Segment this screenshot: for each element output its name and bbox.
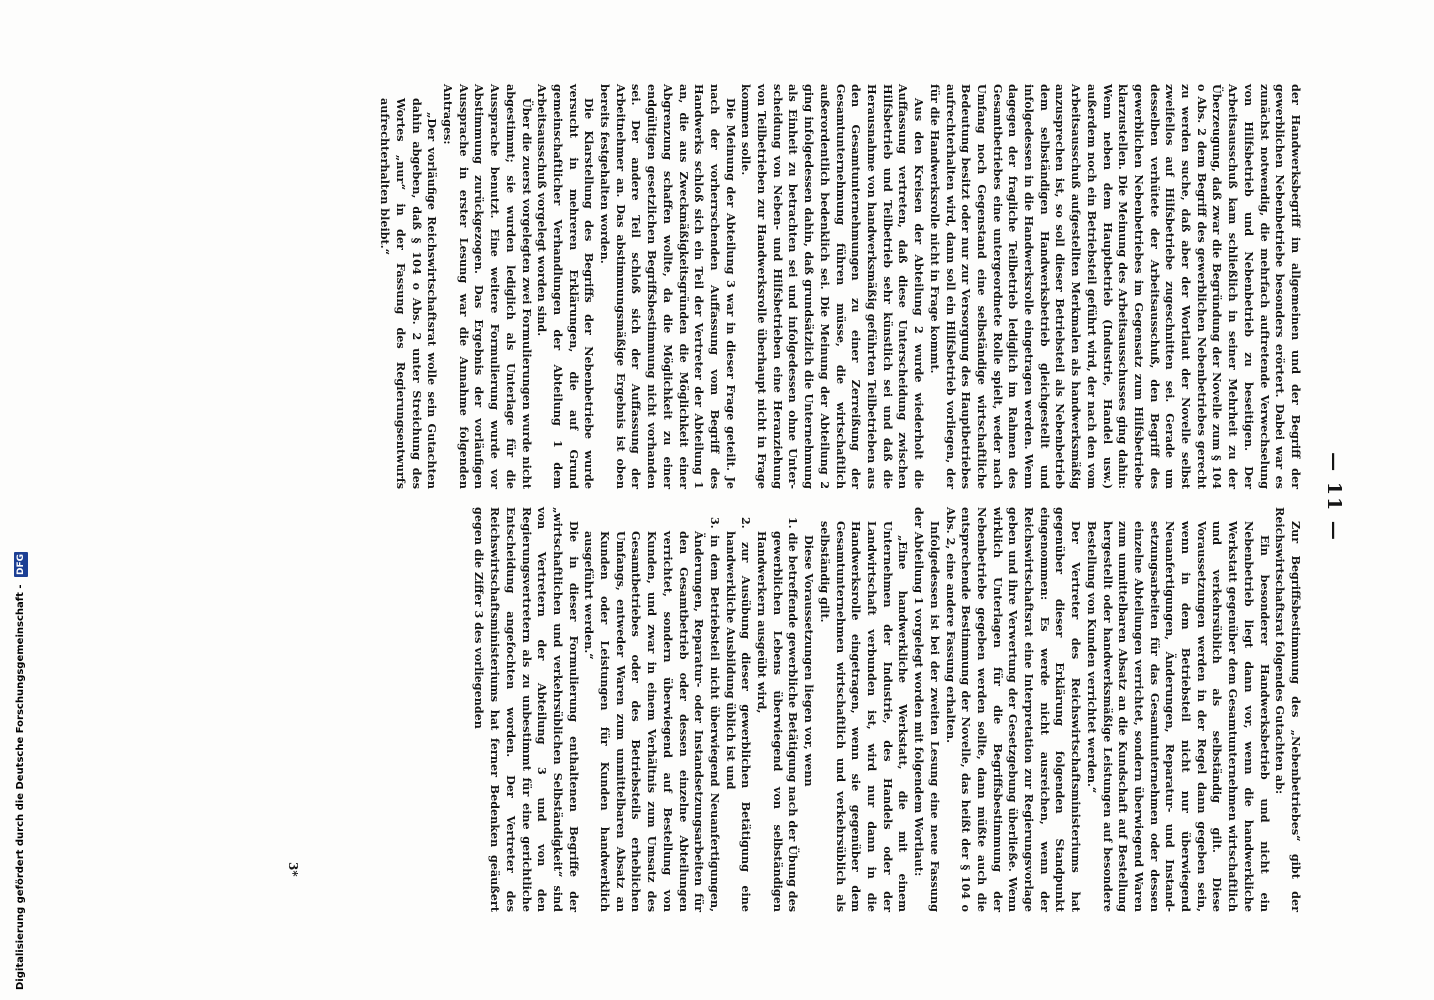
paragraph: Aus den Kreisen der Abteilung 2 wurde wiederholt die Auffassung vertreten, daß diese Unterscheidung zwischen Hilfsbetrieb und Teilbetrieb sehr künstlich sei und daß die Herausnahme von handwerksmäßig geführten Teilbetrieben aus den Gesamtunternehmungen zu einer Zerreißung der Gesamtunternehmung führen müsse, die wirtschaftlich außerordentlich bedenklich sei. Die Meinung der Abteilung 2 ging infolgedessen dahin, daß grundsätzlich die Unternehmung als Einheit zu betrachten sei und infolgedessen ohne Unterscheidung von Neben- und Hilfsbetrieben eine Heranziehung von Teilbetrieben zur Handwerksrolle überhaupt nicht in Frage kommen solle. — [739, 84, 927, 489]
sidebar-credit — [0, 0, 26, 1000]
list-item: 1. die betreffende gewerbliche Betätigung nach der Übung des gewerblichen Lebens überwiegend von selbständigen Handwerkern ausgeübt wird, — [755, 517, 801, 912]
list-item: 3. in dem Betriebsteil nicht überwiegend Neuanfertigungen, Änderungen, Reparatur- oder Instandsetzungsarbeiten für den Gesamtbetrieb oder dessen einzelne Abteilungen verrichtet, sondern überwiegend auf Bestellung von Kunden, und zwar in einem Verhältnis zum Umsatz des Gesamtbetriebes oder des Betriebsteils erheblichen Umfangs, entweder Waren zum unmittelbaren Absatz an Kunden oder Leistungen für Kunden handwerklich ausgeführt werden.“ — [582, 517, 722, 912]
paragraph: Infolgedessen ist bei der zweiten Lesung eine neue Fassung der Abteilung 1 vorgelegt worden mit folgendem Wortlaut: — [912, 507, 942, 912]
paragraph: Die Meinung der Abteilung 3 war in dieser Frage geteilt. Je nach der vorherrschenden Auffassung vom Begriff des Handwerks schloß sich ein Teil der Vertreter der Abteilung 1 an, die aus Zweckmäßigkeitsgründen die Möglichkeit einer Abgrenzung schaffen wollte, da die Möglichkeit zu einer endgültigen gesetzlichen Begriffsbestimmung nicht vorhanden sei. Der andere Teil schloß sich der Auffassung der Arbeitnehmer an. Das abstimmungsmäßige Ergebnis ist oben bereits festgehalten worden. — [598, 84, 738, 489]
paragraph: Diese Voraussetzungen liegen vor, wenn — [802, 535, 817, 787]
paragraph: Die Klarstellung des Begriffs der Nebenbetriebe wurde versucht in mehreren Erklärungen, die auf Grund gemeinschaftlicher Verhandlungen der Abteilung 1 dem Arbeitsausschuß vorgelegt worden sind. — [535, 84, 597, 489]
paragraph: der Handwerksbegriff im allgemeinen und der Begriff der gewerblichen Nebenbetriebe besonders erörtert. Dabei war es zunächst notwendig, die mehrfach auftretende Verwechselung von Hilfsbetrieb und Nebenbetrieb zu beseitigen. Der Arbeitsausschuß kam schließlich in seiner Mehrheit zu der Überzeugung, daß zwar die Begründung der Novelle zum § 104 o Abs. 2 dem Begriff des gewerblichen Nebenbetriebes gerecht zu werden suche, daß aber der Wortlaut der Novelle selbst zweifellos auf Hilfsbetriebe zugeschnitten sei. Gerade um desselben verhütete der Arbeitsausschuß, den Begriff des gewerblichen Nebenbetriebes im Gegensatz zum Hilfsbetriebe klarzustellen. Die Meinung des Arbeitsausschusses ging dahin: Wenn neben dem Hauptbetrieb (Industrie, Handel usw.) außerdem noch ein Betriebsteil geführt wird, der nach den vom Arbeitsausschuß aufgestellten Merkmalen als handwerksmäßig anzusprechen ist, so soll dieser Betriebsteil als Nebenbetrieb dem selbständigen Handwerksbetrieb gleichgestellt und infolgedessen in die Handwerksrolle eingetragen werden. Wenn dagegen der fragliche Teilbetrieb lediglich im Rahmen des Gesamtbetriebes eine untergeordnete Rolle spielt, weder nach Umfang noch Gegenstand eine selbständige wirtschaftliche Bedeutung besitzt oder nur zur Versorgung des Hauptbetriebes aufrechterhalten wird, dann soll ein Hilfsbetrieb vorliegen, der für die Handwerksrolle nicht in Frage kommt. — [927, 84, 1303, 489]
rotated-page-content — [145, 82, 1345, 912]
paragraph: Die in dieser Formulierung enthaltenen Begriffe der „wirtschaftlichen und verkehrsüblichen Selbständigkeit“ sind von Vertretern der Abteilung 3 und von den Regierungsvertretern als zu unbestimmt für eine gerichtliche Entscheidung angefochten worden. Der Vertreter des Reichswirtschaftsministeriums hat ferner Bedenken geäußert gegen die Ziffer 3 des vorliegenden — [472, 507, 581, 912]
sidebar-credit-text — [14, 0, 28, 1000]
quoted-motion: „Der vorläufige Reichswirtschaftsrat wolle sein Gutachten dahin abgeben, daß § 104 o Abs. 2 unter Streichung des Wortes „nur“ in der Fassung des Regierungsentwurfs aufrechterhalten bleibt.“ — [378, 98, 440, 489]
paragraph: Über die zuerst vorgelegten zwei Formulierungen wurde nicht abgestimmt; sie wurden lediglich als Unterlage für die Aussprache benutzt. Eine weitere Formulierung wurde vor Abstimmung zurückgezogen. Das Ergebnis der vorläufigen Aussprache in erster Lesung war die Annahme folgenden Antrages: — [441, 84, 534, 489]
paragraph: Zur Begriffsbestimmung des „Nebenbetriebes“ gibt der Reichswirtschaftsrat folgendes Gutachten ab: — [1273, 507, 1303, 912]
quoted-wording: „Eine handwerkliche Werkstatt, die mit einem Unternehmen der Industrie, des Handels oder der Landwirtschaft verbunden ist, wird nur dann in die Handwerksrolle eingetragen, wenn sie gegenüber dem Gesamtunternehmen wirtschaftlich und verkehrsüblich als selbständig gilt. — [817, 521, 911, 912]
list-item: 2. zur Ausübung dieser gewerblichen Betätigung eine handwerkliche Ausbildung üblich ist und — [723, 517, 754, 912]
dfg-logo: DFG — [16, 553, 26, 575]
paragraph: Der Vertreter des Reichswirtschaftsministeriums hat gegenüber dieser Erklärung folgenden Standpunkt eingenommen: Es werde nicht ausreichen, wenn der Reichswirtschaftsrat eine Interpretation zur Regierungsvorlage geben und ihre Verwertung der Gesetzgebung überließe. Wenn wirklich Unterlagen für die Begriffsbestimmung der Nebenbetriebe gegeben werden sollte, dann müßte auch die entsprechende Bestimmung der Novelle, das heißt der § 104 o Abs. 2, eine andere Fassung erhalten. — [943, 507, 1084, 912]
right-column — [471, 507, 1303, 912]
left-column — [377, 84, 1303, 489]
page-number: — 11 — — [1323, 452, 1345, 542]
signature-mark: 3* — [286, 862, 300, 877]
quoted-opinion: Ein besonderer Handwerksbetrieb und nicht ein Nebenbetrieb liegt dann vor, wenn die handwerkliche Werkstatt gegenüber dem Gesamtunternehmen wirtschaftlich und verkehrsüblich als selbständig gilt. Diese Voraussetzungen werden in der Regel dann gegeben sein, wenn in dem Betriebsteil nicht nur überwiegend Neuanfertigungen, Änderungen, Reparatur- und Instandsetzungsarbeiten für das Gesamtunternehmen oder dessen einzelne Abteilungen verrichtet, sondern überwiegend Waren zum unmittelbaren Absatz an die Kundschaft auf Bestellung hergestellt oder handwerksmäßige Leistungen auf besondere Bestellung von Kunden verrichtet werden.“ — [1084, 521, 1272, 912]
credit-line: Digitalisierung gefördert durch die Deutsche Forschungsgemeinschaft - — [15, 584, 26, 990]
